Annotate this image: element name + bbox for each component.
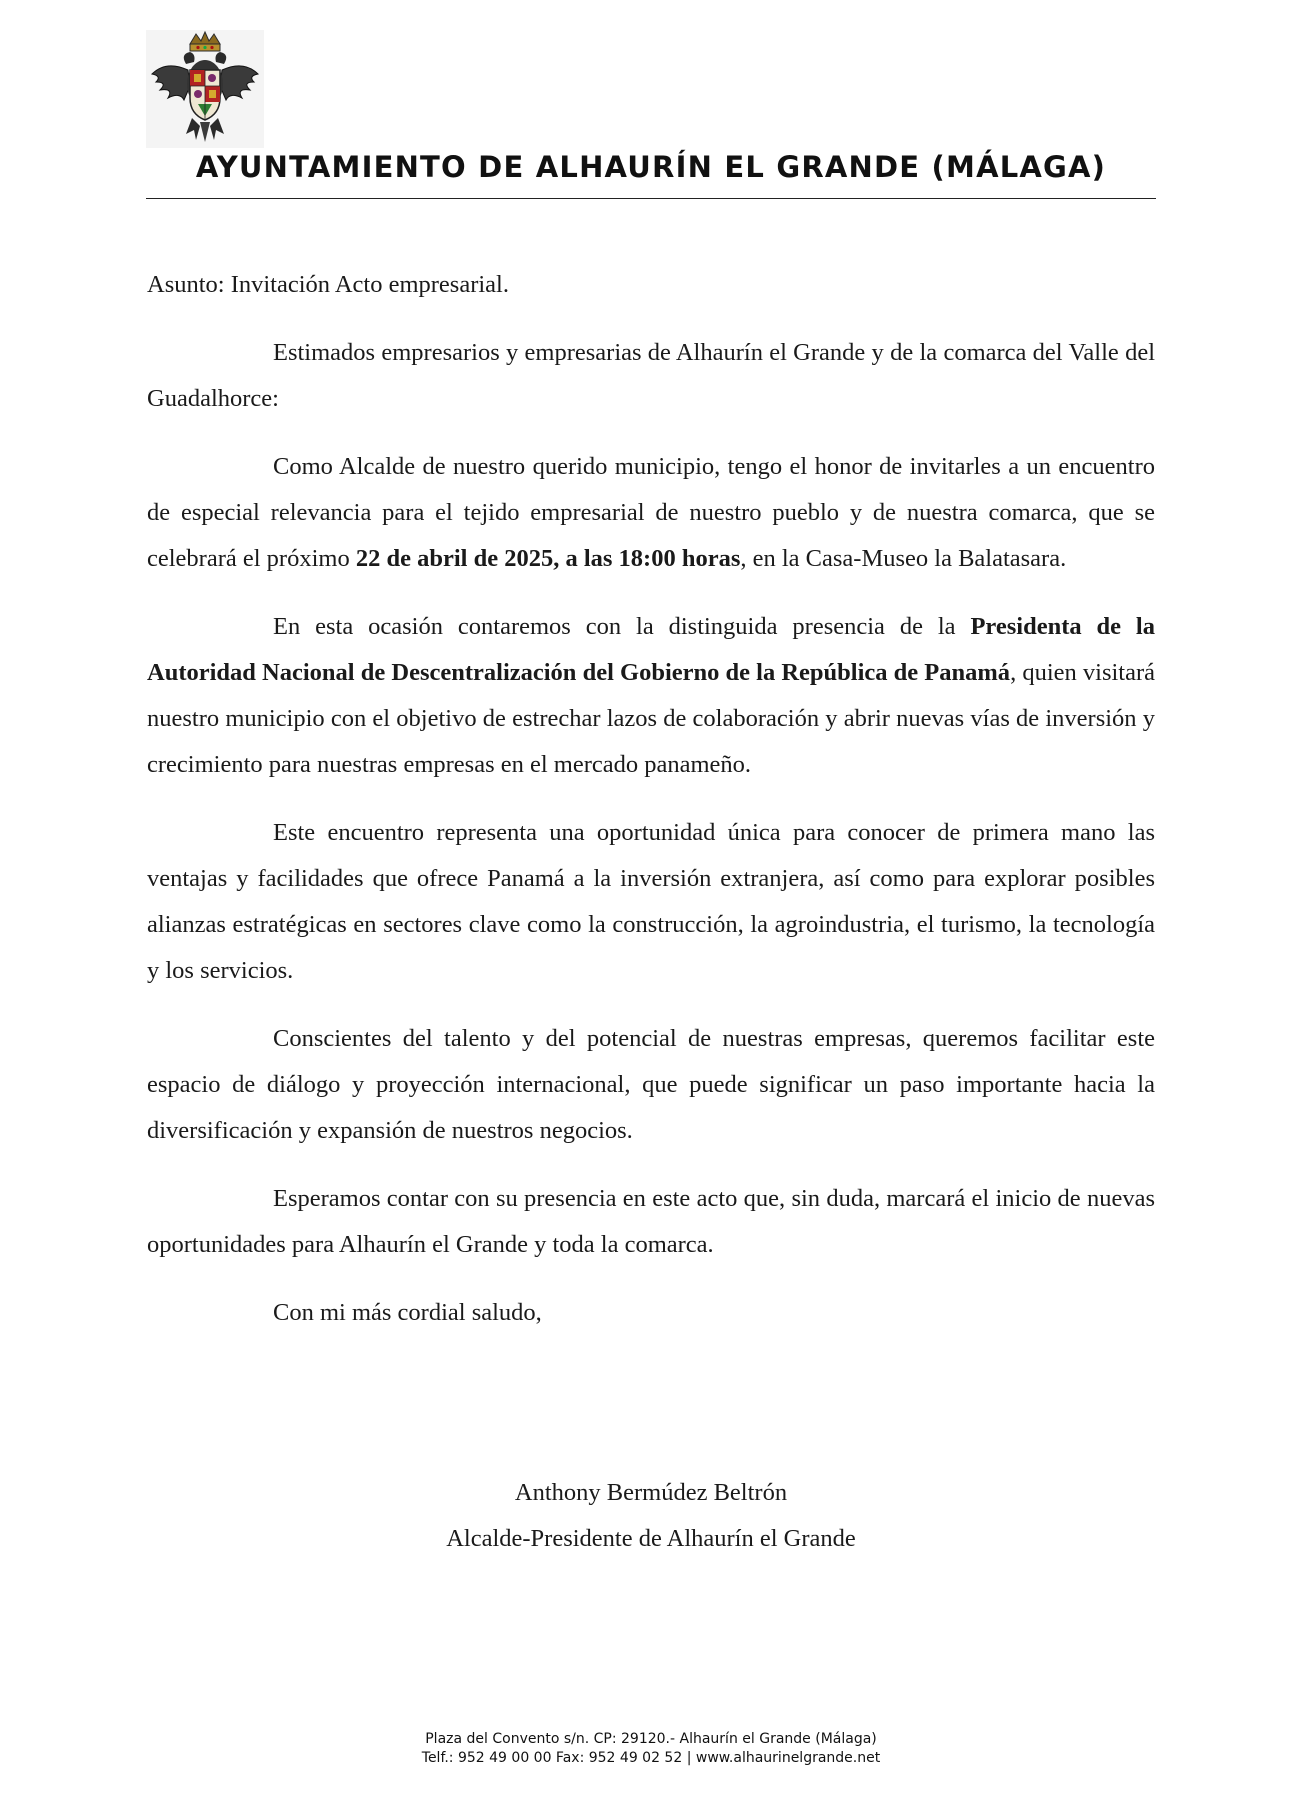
guest-title: Presidenta de la Autoridad Nacional de Descentralización del Gobierno de la República de Panamá [147,613,1155,686]
paragraph-guest-rest: , quien visitará nuestro municipio con el objetivo de estrechar lazos de colaboración y abrir nuevas vías de inversión y crecimiento para nuestras empresas en el mercado panameño. [147,659,1156,778]
organization-title: AYUNTAMIENTO DE ALHAURÍN EL GRANDE (MÁLAGA) [195,150,1107,184]
paragraph-guest-text: En esta ocasión contaremos con la distinguida presencia de la [273,613,971,640]
event-date-time: 22 de abril de 2025, a las 18:00 horas [355,545,741,572]
footer-address: Plaza del Convento s/n. CP: 29120.- Alhaurín el Grande (Málaga) [425,1731,877,1747]
letter-body [147,262,1155,1358]
paragraph-invitation-location: , en la Casa-Museo la Balatasara. [740,545,1067,572]
footer [147,1730,1155,1768]
paragraph-talent: Conscientes del talento y del potencial de nuestras empresas, queremos facilitar este espacio de diálogo y proyección internacional, que puede significar un paso importante hacia la diversificación y expansión de nuestros negocios. [147,1025,1155,1144]
paragraph-guest [147,604,1155,788]
signature-block [147,1470,1155,1562]
letter-subject: Asunto: Invitación Acto empresarial. [147,271,509,298]
letter-greeting: Estimados empresarios y empresarias de Alhaurín el Grande y de la comarca del Valle del Guadalhorce: [147,339,1155,412]
paragraph-invitation [147,444,1155,582]
paragraph-invitation-text: Como Alcalde de nuestro querido municipio, tengo el honor de invitarles a un encuentro de especial relevancia para el tejido empresarial de nuestro pueblo y de nuestra comarca, que se celebrará el próximo [147,453,1155,572]
letter-closing: Con mi más cordial saludo, [273,1299,542,1326]
signer-name: Anthony Bermúdez Beltrón [514,1479,788,1506]
signer-title: Alcalde-Presidente de Alhaurín el Grande [446,1525,856,1552]
paragraph-opportunity: Este encuentro representa una oportunidad única para conocer de primera mano las ventajas y facilidades que ofrece Panamá a la inversión extranjera, así como para explorar posibles alianzas estratégicas en sectores clave como la construcción, la agroindustria, el turismo, la tecnología y los servicios. [147,819,1155,984]
footer-contact: Telf.: 952 49 00 00 Fax: 952 49 02 52 | www.alhaurinelgrande.net [421,1750,881,1766]
paragraph-hope: Esperamos contar con su presencia en este acto que, sin duda, marcará el inicio de nuevas oportunidades para Alhaurín el Grande y toda la comarca. [147,1185,1155,1258]
header-divider [146,198,1156,199]
coat-of-arms-icon [146,30,264,148]
